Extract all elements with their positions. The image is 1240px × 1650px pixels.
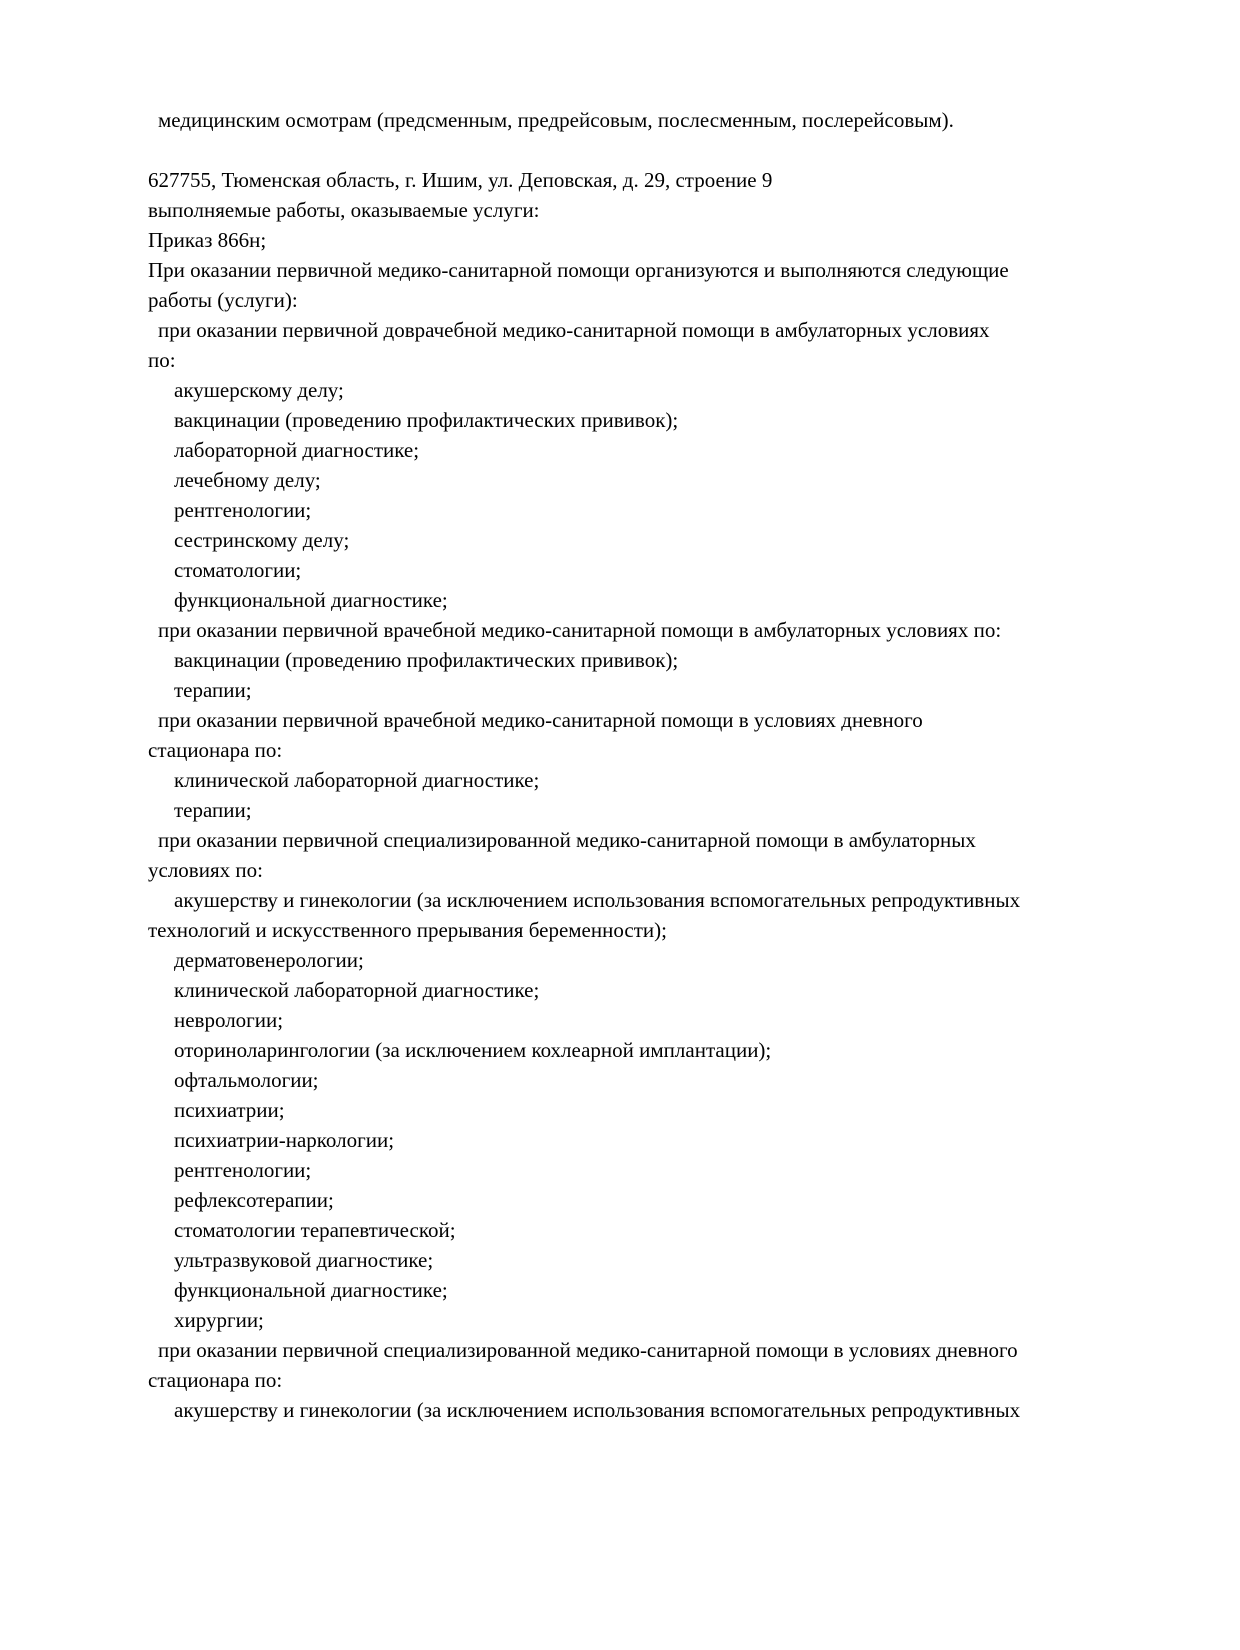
text-line: акушерскому делу;: [174, 378, 344, 402]
text-line: рентгенологии;: [174, 498, 312, 522]
text-line: лабораторной диагностике;: [174, 438, 420, 462]
text-line: акушерству и гинекологии (за исключением использования вспомогательных репродуктивных: [174, 1398, 1021, 1422]
text-line: 627755, Тюменская область, г. Ишим, ул. Деповская, д. 29, строение 9: [148, 168, 773, 192]
text-line: при оказании первичной специализированной медико-санитарной помощи в условиях дневного: [158, 1338, 1018, 1362]
text-line: рефлексотерапии;: [174, 1188, 334, 1212]
text-line: При оказании первичной медико-санитарной помощи организуются и выполняются следующие: [148, 258, 1009, 282]
text-line: работы (услуги):: [148, 288, 298, 312]
text-line: психиатрии-наркологии;: [174, 1128, 395, 1152]
text-line: ультразвуковой диагностике;: [174, 1248, 434, 1272]
text-line: функциональной диагностике;: [174, 588, 448, 612]
text-line: стационара по:: [148, 1368, 283, 1392]
text-line: при оказании первичной доврачебной медико-санитарной помощи в амбулаторных условиях: [158, 318, 990, 342]
text-line: условиях по:: [148, 858, 263, 882]
text-line: Приказ 866н;: [148, 228, 267, 252]
text-line: рентгенологии;: [174, 1158, 312, 1182]
text-line: акушерству и гинекологии (за исключением использования вспомогательных репродуктивных: [174, 888, 1021, 912]
text-line: клинической лабораторной диагностике;: [174, 768, 540, 792]
text-line: при оказании первичной врачебной медико-санитарной помощи в условиях дневного: [158, 708, 923, 732]
text-line: выполняемые работы, оказываемые услуги:: [148, 198, 540, 222]
text-line: хирургии;: [174, 1308, 264, 1332]
text-line: терапии;: [174, 798, 252, 822]
text-line: при оказании первичной врачебной медико-санитарной помощи в амбулаторных условиях по:: [158, 618, 1002, 642]
text-line: технологий и искусственного прерывания беременности);: [148, 918, 667, 942]
text-line: вакцинации (проведению профилактических прививок);: [174, 648, 679, 672]
text-line: психиатрии;: [174, 1098, 285, 1122]
text-line: офтальмологии;: [174, 1068, 319, 1092]
text-line: медицинским осмотрам (предсменным, предрейсовым, послесменным, послерейсовым).: [158, 108, 954, 132]
text-line: сестринскому делу;: [174, 528, 350, 552]
text-line: стоматологии терапевтической;: [174, 1218, 456, 1242]
text-line: дерматовенерологии;: [174, 948, 364, 972]
text-line: [148, 135, 1148, 165]
text-line: стоматологии;: [174, 558, 302, 582]
text-line: стационара по:: [148, 738, 283, 762]
text-line: функциональной диагностике;: [174, 1278, 448, 1302]
text-line: вакцинации (проведению профилактических прививок);: [174, 408, 679, 432]
text-line: по:: [148, 348, 176, 372]
text-line: терапии;: [174, 678, 252, 702]
text-line: лечебному делу;: [174, 468, 321, 492]
text-line: неврологии;: [174, 1008, 284, 1032]
text-line: при оказании первичной специализированной медико-санитарной помощи в амбулаторных: [158, 828, 976, 852]
text-line: клинической лабораторной диагностике;: [174, 978, 540, 1002]
document-text: [148, 105, 1148, 1425]
text-line: оториноларингологии (за исключением кохлеарной имплантации);: [174, 1038, 772, 1062]
